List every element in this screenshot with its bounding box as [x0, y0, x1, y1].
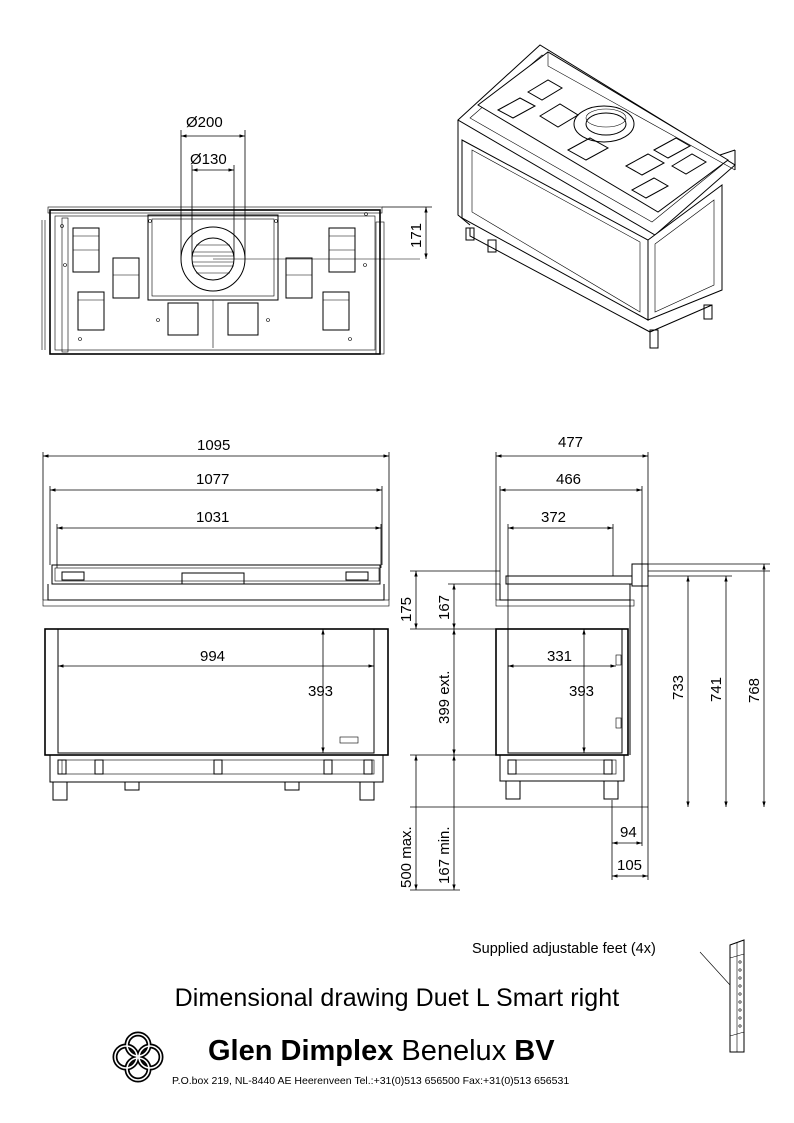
base-max-label: 500 max.: [398, 826, 415, 888]
top-view: [42, 114, 432, 354]
height-167-label: 167: [436, 594, 453, 620]
company-name-regular: Benelux: [401, 1035, 507, 1067]
isometric-view: [458, 45, 735, 348]
side-glass-height-label: 393: [569, 683, 595, 700]
width-1095-label: 1095: [197, 437, 231, 454]
side-view: [398, 434, 770, 890]
company-name-suffix: BV: [514, 1035, 555, 1067]
glass-height-label: 393: [308, 683, 334, 700]
height-768-label: 768: [746, 677, 763, 703]
dim-105-label: 105: [617, 857, 643, 874]
dia-outer-label: Ø200: [186, 114, 223, 131]
depth-466-label: 466: [556, 471, 582, 488]
dim-94-label: 94: [620, 824, 637, 841]
feet-label: Supplied adjustable feet (4x): [472, 941, 656, 957]
company-address: P.O.box 219, NL-8440 AE Heerenveen Tel.:+31(0)513 656500 Fax:+31(0)513 656531: [172, 1075, 570, 1087]
height-741-label: 741: [708, 676, 725, 702]
height-171-label: 171: [408, 222, 425, 248]
height-175-label: 175: [398, 596, 415, 622]
front-view: [43, 437, 389, 800]
width-1031-label: 1031: [196, 509, 230, 526]
side-glass-width-label: 331: [547, 648, 573, 665]
height-399-label: 399 ext.: [436, 670, 453, 724]
depth-372-label: 372: [541, 509, 567, 526]
base-min-label: 167 min.: [436, 826, 453, 884]
glass-width-label: 994: [200, 648, 226, 665]
drawing-title: Dimensional drawing Duet L Smart right: [174, 984, 620, 1012]
depth-477-label: 477: [558, 434, 584, 451]
dia-inner-label: Ø130: [190, 151, 227, 168]
company-name: [208, 1035, 555, 1068]
height-733-label: 733: [670, 674, 687, 700]
company-name-bold: Glen Dimplex: [208, 1035, 394, 1067]
width-1077-label: 1077: [196, 471, 230, 488]
glen-dimplex-logo: [115, 1034, 161, 1080]
